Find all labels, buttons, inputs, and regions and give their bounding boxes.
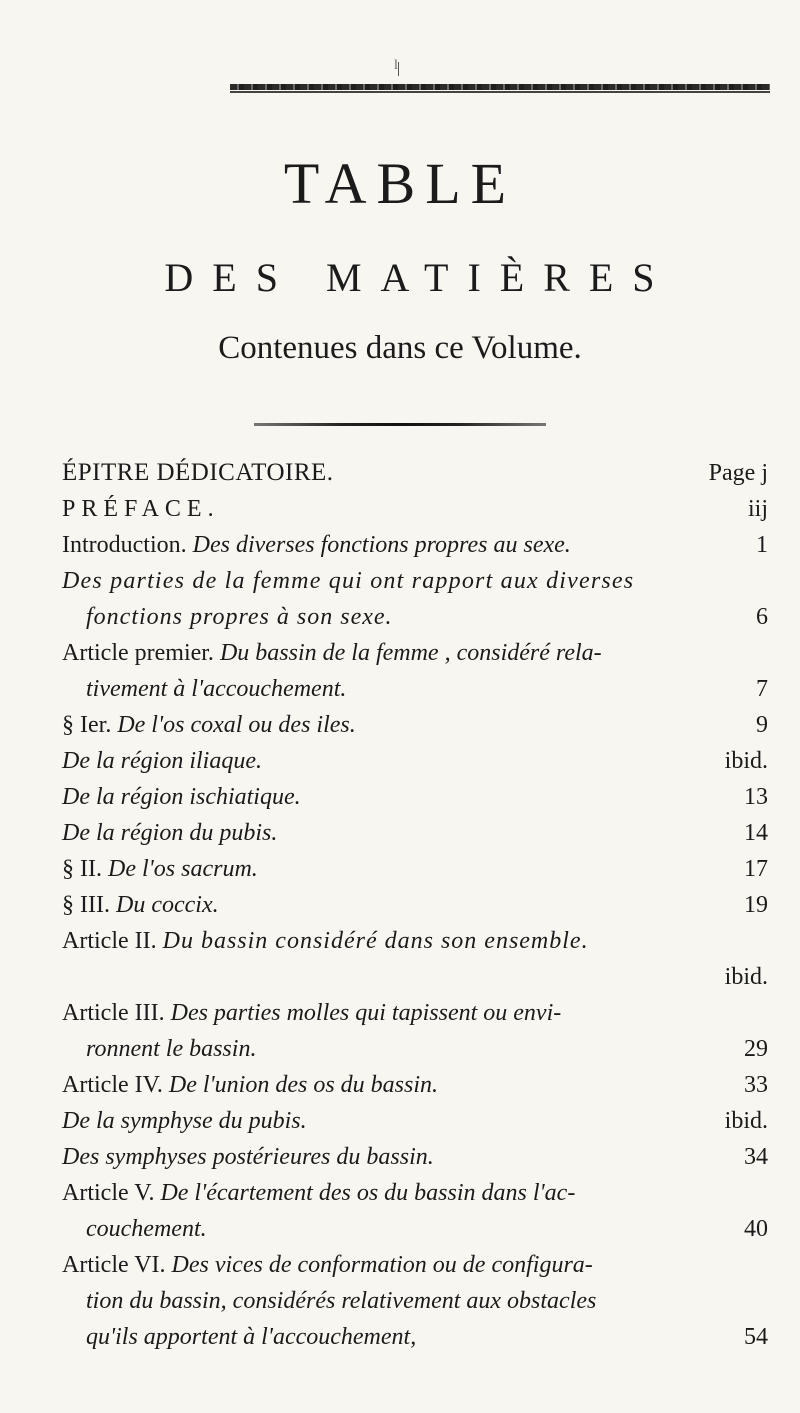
- toc-line: [86, 1211, 768, 1247]
- toc-page: 14: [744, 820, 768, 846]
- toc-line: [62, 887, 768, 923]
- toc-lead: Article IV.: [62, 1072, 163, 1098]
- toc-lead: Article VI.: [62, 1252, 166, 1278]
- toc-lead: § III.: [62, 892, 110, 918]
- toc-line: [62, 1067, 768, 1103]
- toc-text: tivement à l'accouchement.: [86, 676, 347, 702]
- toc-line: [62, 527, 768, 563]
- toc-line: [86, 599, 768, 635]
- toc-page: Page j: [708, 460, 768, 486]
- toc-line: [62, 923, 768, 959]
- toc-line: [62, 635, 768, 671]
- page-caption: Contenues dans ce Volume.: [218, 330, 582, 366]
- toc-page: ibid.: [724, 748, 768, 774]
- toc-text: De l'os coxal ou des iles.: [117, 712, 356, 738]
- page-mark-letter: l: [394, 58, 398, 73]
- toc-lead: Article II.: [62, 928, 157, 954]
- toc-page: 17: [744, 856, 768, 882]
- toc-line: [62, 455, 768, 491]
- toc-page: 29: [744, 1036, 768, 1062]
- page-title: TABLE: [283, 151, 517, 216]
- toc-line: [62, 995, 768, 1031]
- toc-line: [62, 743, 768, 779]
- toc-line: [62, 563, 768, 599]
- toc-line: [62, 491, 768, 527]
- toc-lead: Introduction.: [62, 532, 187, 558]
- toc-page: 1: [756, 532, 768, 558]
- toc-page: 33: [744, 1072, 768, 1098]
- toc-line: [62, 1175, 768, 1211]
- toc-text: Des diverses fonctions propres au sexe.: [192, 532, 571, 558]
- toc-text: De la région iliaque.: [62, 748, 262, 774]
- toc-text: Des parties de la femme qui ont rapport aux diverses: [62, 568, 635, 594]
- toc-text: qu'ils apportent à l'accouchement,: [86, 1324, 417, 1350]
- toc-text: ronnent le bassin.: [86, 1036, 257, 1062]
- page-mark: [398, 62, 399, 76]
- toc-text: De l'union des os du bassin.: [168, 1072, 439, 1098]
- toc-line: [62, 1247, 768, 1283]
- toc-text: De la région du pubis.: [62, 820, 278, 846]
- toc-page: 54: [744, 1324, 768, 1350]
- toc-text: De l'os sacrum.: [107, 856, 258, 882]
- toc-lead: Article V.: [62, 1180, 155, 1206]
- toc-text: couchement.: [86, 1216, 207, 1242]
- toc-line: [62, 779, 768, 815]
- toc-lead: Article III.: [62, 1000, 165, 1026]
- toc-lead: Article premier.: [62, 640, 214, 666]
- toc-text: De la région ischiatique.: [62, 784, 301, 810]
- toc-page: 7: [756, 676, 768, 702]
- toc-page: 9: [756, 712, 768, 738]
- toc-text: Du coccix.: [115, 892, 219, 918]
- toc-line: [62, 1139, 768, 1175]
- toc-text: fonctions propres à son sexe.: [86, 604, 393, 630]
- page-subtitle: DES MATIÈRES: [164, 255, 674, 300]
- toc-line: [86, 1283, 768, 1319]
- toc-text: Des vices de conformation ou de configura-: [171, 1252, 593, 1278]
- toc-lead: ÉPITRE DÉDICATOIRE.: [62, 459, 334, 486]
- toc-line: [86, 1319, 768, 1355]
- toc-text: Du bassin de la femme , considéré rela-: [219, 640, 602, 666]
- toc-page: ibid.: [724, 964, 768, 990]
- toc-page: 34: [744, 1144, 768, 1170]
- toc-page: 19: [744, 892, 768, 918]
- toc-page: iij: [747, 496, 768, 522]
- top-ornamental-rule: [230, 84, 770, 90]
- toc-line: [62, 815, 768, 851]
- toc-line: [62, 707, 768, 743]
- toc-lead: § Ier.: [62, 712, 112, 738]
- toc-text: Du bassin considéré dans son ensemble.: [162, 928, 589, 954]
- toc-text: Des symphyses postérieures du bassin.: [62, 1144, 434, 1170]
- toc-line: [62, 1103, 768, 1139]
- toc-lead: § II.: [62, 856, 102, 882]
- toc-line: [86, 1031, 768, 1067]
- toc-text: De l'écartement des os du bassin dans l'ac-: [160, 1180, 576, 1206]
- toc-line: [62, 959, 768, 995]
- toc-text: tion du bassin, considérés relativement aux obstacles: [86, 1288, 597, 1314]
- toc-line: [62, 851, 768, 887]
- top-thin-rule: [230, 91, 770, 93]
- separator-rule: [254, 423, 546, 426]
- toc-line: [86, 671, 768, 707]
- toc-page: 6: [756, 604, 768, 630]
- toc-page: 13: [744, 784, 768, 810]
- toc-text: De la symphyse du pubis.: [62, 1108, 307, 1134]
- toc-text: Des parties molles qui tapissent ou envi-: [170, 1000, 562, 1026]
- toc-page: ibid.: [724, 1108, 768, 1134]
- toc-lead: PRÉFACE.: [62, 496, 220, 522]
- toc-page: 40: [744, 1216, 768, 1242]
